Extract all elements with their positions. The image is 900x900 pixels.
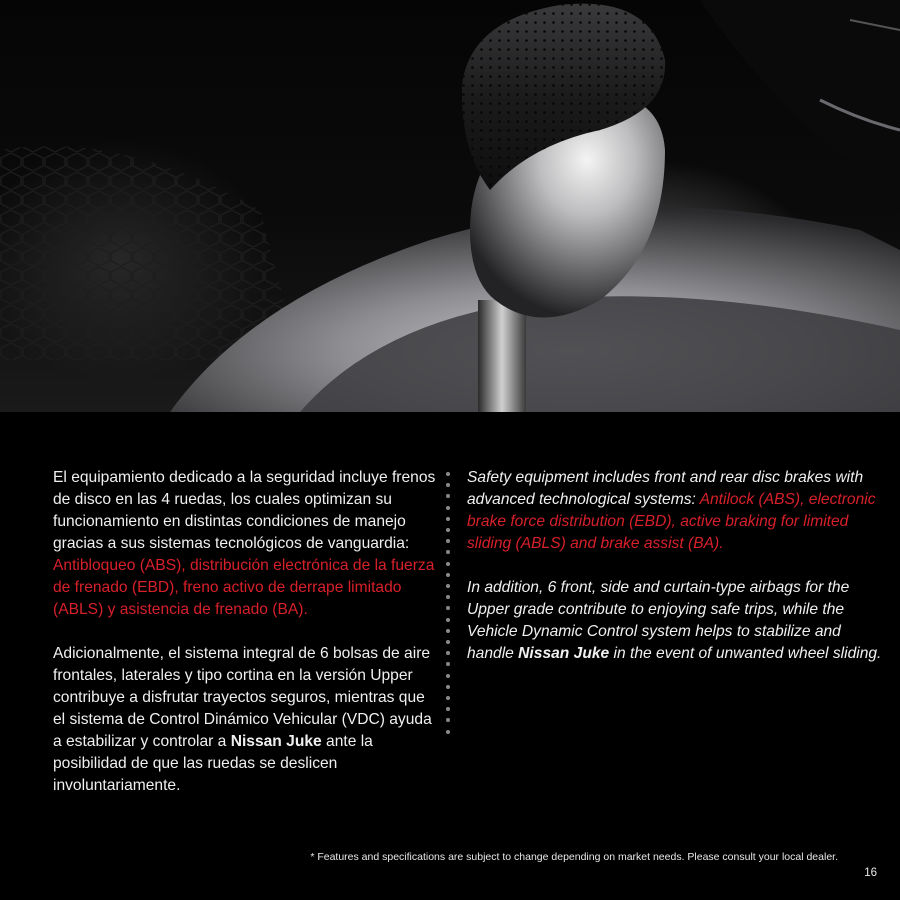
divider-dot — [446, 573, 450, 577]
divider-dot — [446, 584, 450, 588]
divider-dot — [446, 483, 450, 487]
divider-dot — [446, 517, 450, 521]
english-p2-text-end: in the event of unwanted wheel sliding. — [609, 645, 882, 662]
english-p2-brand: Nissan Juke — [518, 645, 610, 662]
spanish-column — [53, 467, 438, 819]
gear-shift-photo — [0, 0, 900, 412]
footnote: * Features and specifications are subject to change depending on market needs. Please consult your local dealer. — [310, 851, 838, 863]
english-p2-text: In addition, 6 front, side and curtain-type airbags for the Upper grade contribute to enjoying safe trips, while the Vehicle Dynamic Control system helps to stabilize and handle — [467, 579, 850, 662]
divider-dot — [446, 696, 450, 700]
english-p1-red-text: Antilock (ABS), electronic brake force distribution (EBD), active braking for limited sliding (ABLS) and brake assist (BA). — [467, 491, 876, 552]
divider-dot — [446, 595, 450, 599]
spanish-paragraph-2 — [53, 643, 438, 797]
spanish-paragraph-1 — [53, 467, 438, 621]
divider-dot — [446, 730, 450, 734]
divider-dot — [446, 472, 450, 476]
spanish-p1-red-text: Antibloqueo (ABS), distribución electrónica de la fuerza de frenado (EBD), freno activo de derrape limitado (ABLS) y asistencia de frenado (BA). — [53, 557, 435, 618]
gear-shift-knob-photo — [0, 0, 900, 412]
divider-dot — [446, 528, 450, 532]
column-divider-dots — [445, 472, 451, 742]
divider-dot — [446, 629, 450, 633]
divider-dot — [446, 640, 450, 644]
divider-dot — [446, 618, 450, 622]
divider-dot — [446, 562, 450, 566]
divider-dot — [446, 718, 450, 722]
spanish-p2-text: Adicionalmente, el sistema integral de 6 bolsas de aire frontales, laterales y tipo cortina en la versión Upper contribuye a disfrutar trayectos seguros, mientras que el sistema de Control Dinámico Vehicular (VDC) ayuda a estabilizar y controlar a — [53, 645, 432, 750]
divider-dot — [446, 707, 450, 711]
divider-dot — [446, 539, 450, 543]
english-paragraph-1 — [467, 467, 887, 555]
divider-dot — [446, 606, 450, 610]
divider-dot — [446, 550, 450, 554]
english-paragraph-2 — [467, 577, 887, 665]
page-number: 16 — [864, 867, 877, 879]
english-column — [467, 467, 887, 687]
divider-dot — [446, 506, 450, 510]
spanish-p2-text-end: ante la posibilidad de que las ruedas se deslicen involuntariamente. — [53, 733, 373, 794]
divider-dot — [446, 674, 450, 678]
divider-dot — [446, 651, 450, 655]
spanish-p2-brand: Nissan Juke — [230, 733, 322, 750]
divider-dot — [446, 685, 450, 689]
divider-dot — [446, 662, 450, 666]
divider-dot — [446, 494, 450, 498]
spanish-p1-text: El equipamiento dedicado a la seguridad incluye frenos de disco en las 4 ruedas, los cuales optimizan su funcionamiento en distintas condiciones de manejo gracias a sus sistemas tecnológicos de vanguardia: — [53, 469, 436, 552]
english-p1-text: Safety equipment includes front and rear disc brakes with advanced technological systems: — [467, 469, 864, 508]
